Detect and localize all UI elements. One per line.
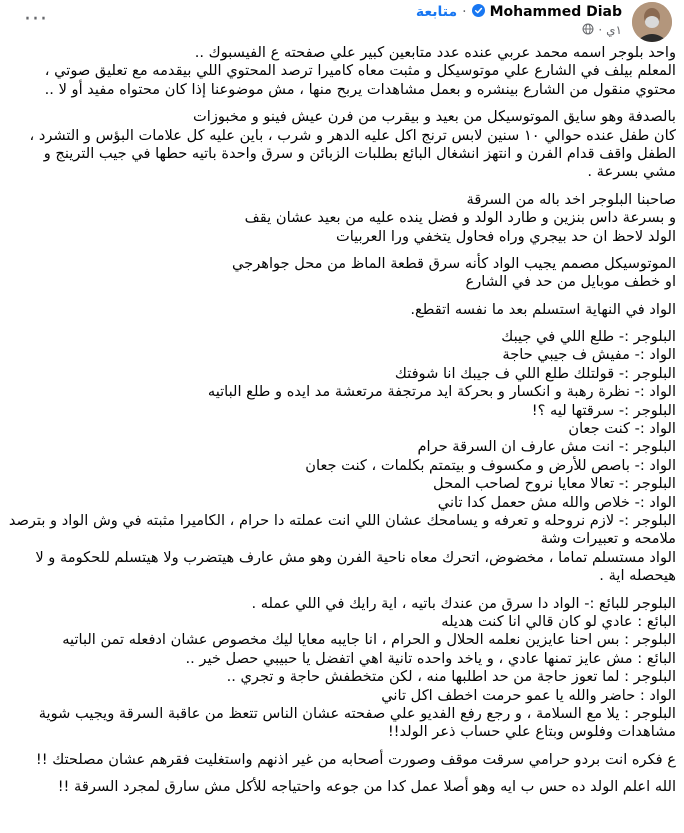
post-text-line: ملامحه و تعبيرات وشة (540, 530, 676, 548)
post-text-line: البلوجر :- قولتلك طلع اللي ف جيبك انا شوفتك (394, 364, 676, 382)
post-text-line: مشي بسرعة . (587, 163, 676, 181)
post-text-line: الواد :- مفيش ف جيبي حاجة (502, 346, 676, 364)
post-text-line: البائع : مش عايز تمنها عادي ، و ياخد واحده تانية اهي اتفضل يا حبيبي حصل خير .. (185, 649, 676, 667)
avatar[interactable] (632, 2, 672, 42)
follow-button[interactable]: متابعة (415, 4, 458, 20)
post-meta (582, 22, 622, 38)
post-text-line: الواد :- باصص للأرض و مكسوف و بيتمتم بكلمات ، كنت جعان (305, 456, 676, 474)
post-text-line: صاحبنا البلوجر اخد باله من السرقة (466, 190, 676, 208)
post-text (10, 44, 676, 805)
post-text-line: محتوي منقول من الشارع بينشره و بعمل مشاهدات يربح منها ، مش موضوعنا إذا كان محتواه مفيد أو لا .. (44, 80, 676, 98)
post-text-line: او خطف موبايل من حد في الشارع (465, 273, 676, 291)
post-text-line: و بسرعة داس بنزين و طارد الولد و فضل ينده عليه من بعيد عشان يقف (244, 209, 676, 227)
post-text-line: الولد لاحظ ان حد بيجري وراه فحاول يتخفي ورا العربيات (335, 227, 676, 245)
post-text-line: واحد بلوجر اسمه محمد عربي عنده عدد متابعين كبير علي صفحته ع الفيسبوك .. (194, 44, 676, 61)
post-text-line: الواد مستسلم تماما ، مخضوض، اتحرك معاه ناحية الفرن وهو مش عارف هيتضرب ولا هيتسلم للحكومة و لا (35, 548, 676, 566)
post-paragraph (10, 328, 676, 585)
post-text-line: الله اعلم الولد ده حس ب ايه وهو أصلا عمل كدا من جوعه واحتياجه للأكل مش سارق لمجرد السرقة !! (57, 778, 676, 796)
post-paragraph (10, 255, 676, 292)
post-text-line: الواد :- نظرة رهبة و انكسار و بحركة ايد مرتجفة مرتعشة مد ايده و طلع الباتيه (207, 383, 676, 401)
post-text-line: البلوجر : لما تعوز حاجة من حد اطلبها منه ، لكن متخطفش حاجة و تجري .. (226, 668, 676, 686)
post-text-line: البلوجر :- انت مش عارف ان السرقة حرام (417, 438, 676, 456)
post-time[interactable]: ١ي (606, 23, 622, 37)
post-text-line: الواد : حاضر والله يا عمو حرمت اخطف اكل تاني (381, 686, 676, 704)
post-text-line: الواد :- خلاص والله مش حعمل كدا تاني (437, 493, 676, 511)
post-paragraph (10, 44, 676, 99)
author-line (416, 3, 622, 21)
post-text-line: ع فكره انت بردو حرامي سرقت موقف وصورت أصحابه من غير اذنهم واستغليت فقرهم عشان مصلحتك !! (35, 750, 676, 768)
post-paragraph (10, 108, 676, 182)
separator-dot: · (462, 4, 467, 20)
post-text-line: الطفل واقف قدام الفرن و انتهز انشغال البائع بطلبات الزبائن و سرق واحدة باتيه حطها في جيب الترينج و (43, 144, 676, 162)
post-text-line: البلوجر للبائع :- الواد دا سرق من عندك باتيه ، اية رايك في اللي عمله . (251, 594, 676, 612)
post-text-line: الواد في النهاية استسلم بعد ما نفسه اتقطع. (410, 300, 676, 318)
post-text-line: كان طفل عنده حوالي ١٠ سنين لابس ترنج اكل عليه الدهر و شرب ، باين عليه كل علامات البؤس و التشرد ، (29, 126, 676, 144)
meta-separator: · (598, 23, 603, 37)
post-paragraph (10, 778, 676, 796)
post-text-line: البلوجر :- سرقتها ليه ؟! (531, 401, 676, 419)
post-text-line: البلوجر : يلا مع السلامة ، و رجع رفع الفديو علي صفحته عشان الناس تتعظ من عاقبة السرقة ويجيب شوية (38, 704, 676, 722)
post-text-line: بالصدفة وهو سايق الموتوسيكل من بعيد و بيقرب من فرن عيش فينو و مخبوزات (193, 108, 676, 126)
post-text-line: البائع : عادي لو كان قالي انا كنت هديله (441, 612, 676, 630)
post-paragraph (10, 301, 676, 319)
post-text-line: الواد :- كنت جعان (568, 420, 676, 438)
author-name[interactable]: Mohammed Diab (489, 4, 622, 20)
post-text-line: المعلم بيلف في الشارع علي موتوسيكل و مثبت معاه كاميرا ترصد المحتوي اللي بيقدمه مع تعليق صوتي ، (44, 62, 676, 80)
post-text-line: البلوجر :- لازم نروحله و تعرفه و يسامحك عشان اللي انت عملته دا حرام ، الكاميرا مثبته في وش الواد و بترصد (8, 511, 676, 529)
post-paragraph (10, 191, 676, 246)
post-text-line: مشاهدات وفلوس وبتاع علي حساب ذعر الولد!! (387, 723, 676, 741)
more-options-icon[interactable]: ··· (24, 7, 48, 32)
globe-icon (582, 23, 594, 38)
post-paragraph (10, 595, 676, 742)
post-text-line: البلوجر : بس احنا عايزين نعلمه الحلال و الحرام ، انا جايبه معايا ليك مخصوص عشان ادفعله تمن الباتيه (62, 631, 676, 649)
post-header (0, 0, 684, 44)
post-text-line: هيحصله اية . (599, 567, 676, 585)
post-text-line: البلوجر :- طلع اللي في جيبك (501, 328, 676, 346)
post-paragraph (10, 751, 676, 769)
post-text-line: البلوجر :- تعالا معايا نروح لصاحب المحل (433, 475, 676, 493)
verified-badge-icon (472, 4, 485, 21)
post-text-line: الموتوسيكل مصمم يجيب الواد كأنه سرق قطعة الماظ من محل جواهرجي (232, 254, 676, 272)
